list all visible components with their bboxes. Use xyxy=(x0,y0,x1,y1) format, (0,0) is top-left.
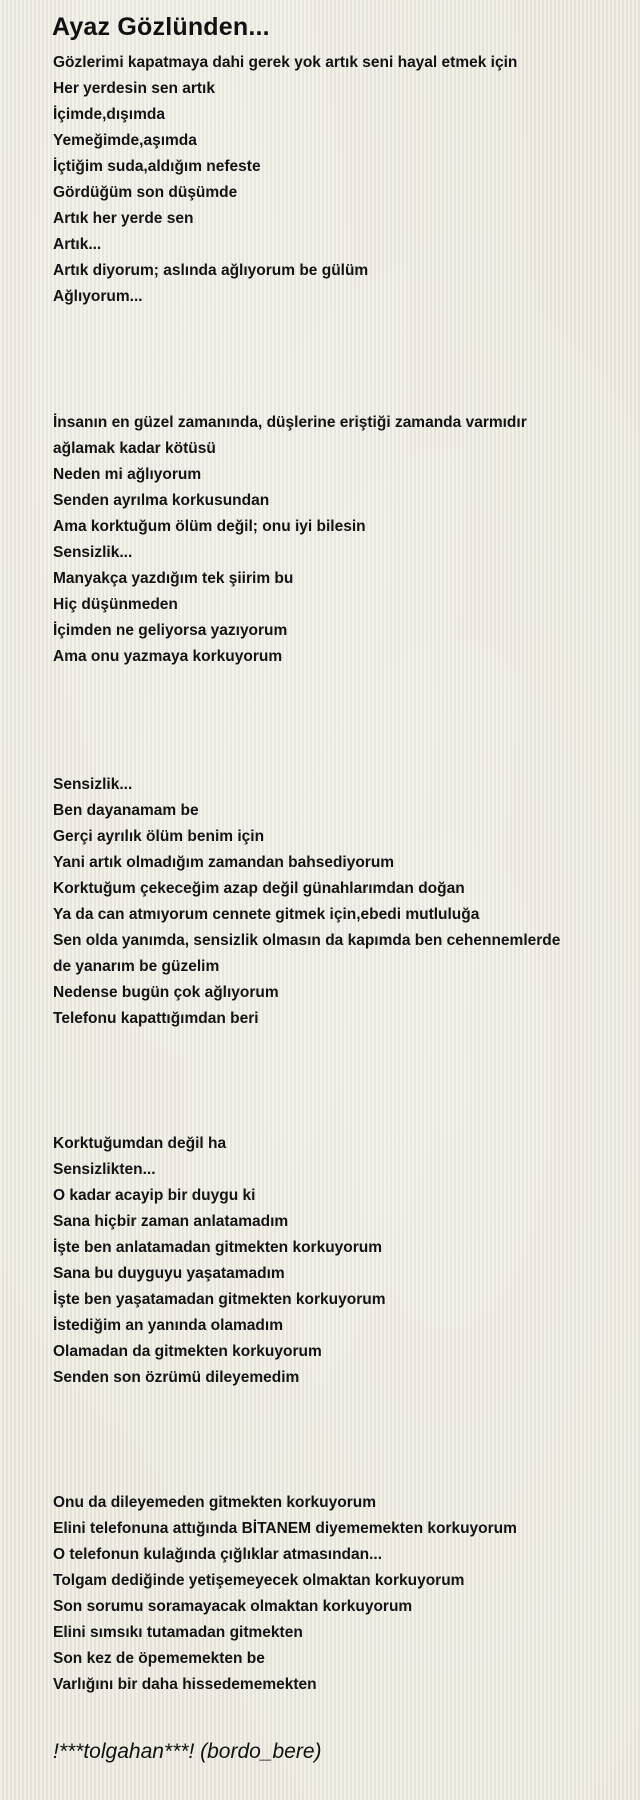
poem-line: İçimde,dışımda xyxy=(53,106,165,123)
poem-line: Sensizlikten... xyxy=(53,1161,156,1178)
poem-line: İçtiğim suda,aldığım nefeste xyxy=(53,158,261,175)
poem-line: Nedense bugün çok ağlıyorum xyxy=(53,984,279,1001)
stanza-1 xyxy=(53,50,633,310)
poem-line: Telefonu kapattığımdan beri xyxy=(53,1010,259,1027)
poem-line: İşte ben yaşatamadan gitmekten korkuyorum xyxy=(53,1291,386,1308)
poem-line: İstediğim an yanında olamadım xyxy=(53,1317,283,1334)
poem-line: Sensizlik... xyxy=(53,544,133,561)
poem-line: ağlamak kadar kötüsü xyxy=(53,440,216,457)
poem-line: Ya da can atmıyorum cennete gitmek için,ebedi mutluluğa xyxy=(53,906,480,923)
author-signature: !***tolgahan***! (bordo_bere) xyxy=(53,1740,322,1763)
poem-line: Sensizlik... xyxy=(53,776,133,793)
poem-line: Korktuğum çekeceğim azap değil günahlarımdan doğan xyxy=(53,880,465,897)
poem-line: İçimden ne geliyorsa yazıyorum xyxy=(53,622,288,639)
poem-line: Ama onu yazmaya korkuyorum xyxy=(53,648,283,665)
poem-line: Artık her yerde sen xyxy=(53,210,194,227)
poem-line: Hiç düşünmeden xyxy=(53,596,178,613)
stanza-2 xyxy=(53,410,633,670)
poem-line: Artık diyorum; aslında ağlıyorum be gülüm xyxy=(53,262,369,279)
stanza-5 xyxy=(53,1490,633,1698)
poem-line: Yani artık olmadığım zamandan bahsediyorum xyxy=(53,854,395,871)
poem-line: Manyakça yazdığım tek şiirim bu xyxy=(53,570,294,587)
poem-line: O kadar acayip bir duygu ki xyxy=(53,1187,256,1204)
poem-line: Her yerdesin sen artık xyxy=(53,80,215,97)
poem-line: Sana hiçbir zaman anlatamadım xyxy=(53,1213,289,1230)
poem-line: Korktuğumdan değil ha xyxy=(53,1135,227,1152)
poem-line: Ama korktuğum ölüm değil; onu iyi bilesin xyxy=(53,518,366,535)
poem-line: de yanarım be güzelim xyxy=(53,958,220,975)
poem-line: Elini sımsıkı tutamadan gitmekten xyxy=(53,1624,303,1641)
poem-line: Gördüğüm son düşümde xyxy=(53,184,238,201)
poem-line: İşte ben anlatamadan gitmekten korkuyorum xyxy=(53,1239,383,1256)
poem-line: Onu da dileyemeden gitmekten korkuyorum xyxy=(53,1494,376,1511)
poem-line: Sana bu duyguyu yaşatamadım xyxy=(53,1265,285,1282)
poem-line: Artık... xyxy=(53,236,102,253)
stanza-4 xyxy=(53,1131,633,1391)
poem-line: Elini telefonuna attığında BİTANEM diyememekten korkuyorum xyxy=(53,1520,517,1537)
poem-line: Gerçi ayrılık ölüm benim için xyxy=(53,828,265,845)
poem-line: Son sorumu soramayacak olmaktan korkuyorum xyxy=(53,1598,413,1615)
poem-line: Olamadan da gitmekten korkuyorum xyxy=(53,1343,322,1360)
poem-line: Yemeğimde,aşımda xyxy=(53,132,197,149)
poem-line: İnsanın en güzel zamanında, düşlerine eriştiği zamanda varmıdır xyxy=(53,414,527,431)
poem-line: Senden ayrılma korkusundan xyxy=(53,492,270,509)
stanza-3 xyxy=(53,772,633,1032)
poem-line: Neden mi ağlıyorum xyxy=(53,466,202,483)
poem-line: Son kez de öpememekten be xyxy=(53,1650,265,1667)
poem-line: Sen olda yanımda, sensizlik olmasın da kapımda ben cehennemlerde xyxy=(53,932,561,949)
poem-line: Gözlerimi kapatmaya dahi gerek yok artık seni hayal etmek için xyxy=(53,54,518,71)
poem-line: Varlığını bir daha hissedememekten xyxy=(53,1676,317,1693)
poem-title: Ayaz Gözlünden... xyxy=(52,13,270,41)
poem-line: Ben dayanamam be xyxy=(53,802,199,819)
poem-line: Tolgam dediğinde yetişemeyecek olmaktan korkuyorum xyxy=(53,1572,465,1589)
poem-line: Ağlıyorum... xyxy=(53,288,143,305)
poem-line: O telefonun kulağında çığlıklar atmasından... xyxy=(53,1546,383,1563)
poem-line: Senden son özrümü dileyemedim xyxy=(53,1369,300,1386)
